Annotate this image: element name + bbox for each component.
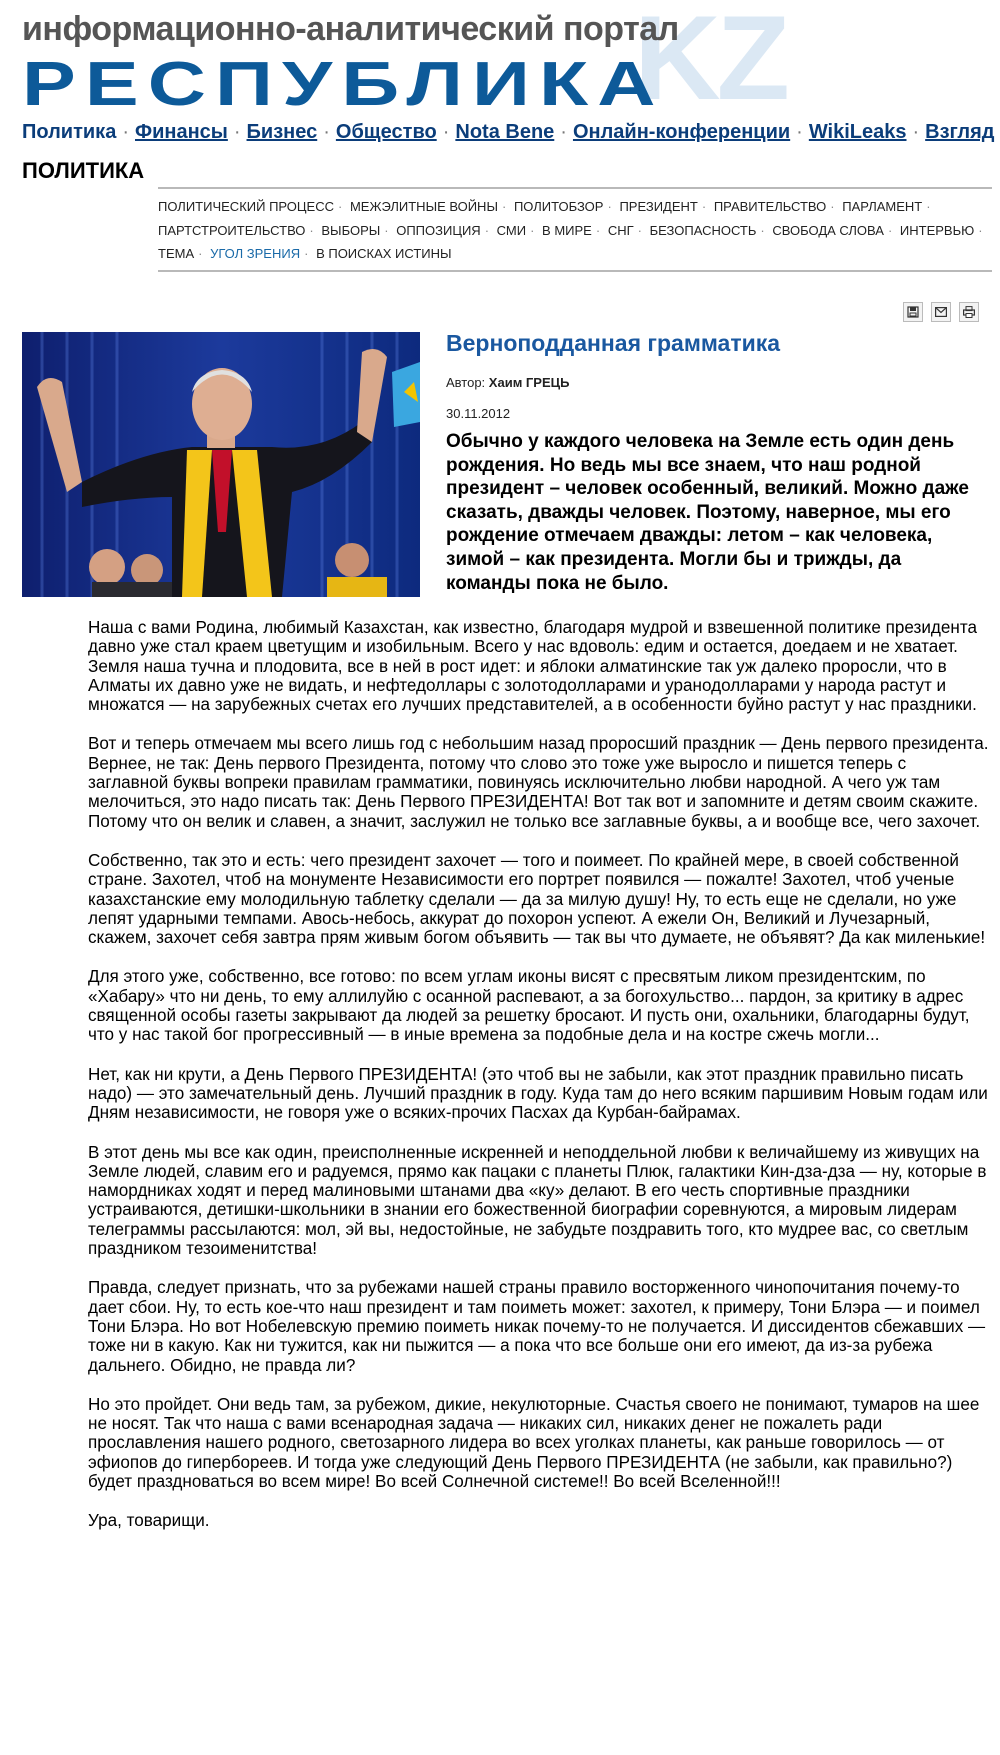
- logo-name: РЕСПУБЛИКА: [22, 50, 665, 119]
- article-paragraph: Собственно, так это и есть: чего президент захочет — того и поимеет. По крайней мере, в своей собственной стране. Захотел, чтоб на монументе Независимости его портрет появился — пожалте! Захотел, чтоб ученые казахстанские ему молодильную таблетку сделали — да за милую душу! Ну, то есть еще не сделали, но уже лепят ударными темпами. Авось-небось, аккурат до похорон успеют. А ежели Он, Великий и Лучезарный, скажем, захочет себя завтра прям живым богом объявить — так вы что думаете, не объявят? Да как миленькие!: [88, 850, 986, 948]
- article-paragraph: Нет, как ни крути, а День Первого ПРЕЗИДЕНТА! (это чтоб вы не забыли, как этот праздник правильно писать надо) — это замечательный день. Лучший праздник в году. Куда там до него всяким паршивим Новым годам или Дням независимости, не говоря уже о всяких-прочих Пасхах да Курбан-байрамах.: [88, 1064, 988, 1123]
- subnav-separator: ·: [637, 222, 642, 238]
- nav-separator: ·: [560, 121, 567, 143]
- nav-separator: ·: [442, 121, 450, 143]
- nav-link-0[interactable]: Политика: [22, 121, 117, 143]
- subnav-item-0[interactable]: ПОЛИТИЧЕСКИЙ ПРОЦЕСС: [158, 199, 334, 214]
- subnav-separator: ·: [760, 222, 765, 238]
- article-body: [88, 618, 990, 1551]
- subnav-separator: ·: [530, 222, 535, 238]
- article-author: [446, 375, 569, 390]
- subnav-separator: ·: [595, 222, 601, 238]
- site-logo[interactable]: [22, 0, 802, 125]
- subnav-item-15[interactable]: ТЕМА: [158, 246, 195, 261]
- subnav-separator: ·: [887, 222, 893, 238]
- subnav-item-17[interactable]: В ПОИСКАХ ИСТИНЫ: [316, 246, 452, 261]
- subnav-separator: ·: [337, 199, 343, 214]
- article-title: Верноподданная грамматика: [446, 330, 781, 356]
- divider-bottom: [158, 270, 992, 272]
- author-label: Автор:: [446, 375, 486, 390]
- nav-separator: ·: [233, 121, 241, 143]
- nav-separator: ·: [912, 121, 920, 143]
- article-paragraph: Вот и теперь отмечаем мы всего лишь год с небольшим назад проросший праздник — День первого президента. Вернее, не так: День первого Президента, потому что слово это тоже уже выросло и пишется теперь с заглавной буквы вопреки правилам грамматики, повинуясь исключительно любви народной. А чего уж там мелочиться, это надо писать так: День Первого ПРЕЗИДЕНТА! Вот так вот и запомните и детям своим скажите. Потому что он велик и славен, а значит, заслужил не только все заглавные буквы, а и вообще все, чего захочет.: [88, 734, 989, 831]
- nav-separator: ·: [323, 121, 330, 143]
- subnav-separator: ·: [384, 222, 389, 238]
- save-icon[interactable]: [903, 302, 923, 322]
- article-date: 30.11.2012: [446, 406, 511, 421]
- subnav-separator: ·: [701, 199, 707, 214]
- subnav-separator: ·: [607, 199, 612, 214]
- subnav-item-1[interactable]: МЕЖЭЛИТНЫЕ ВОЙНЫ: [349, 199, 498, 214]
- printer-icon[interactable]: [959, 302, 979, 322]
- nav-separator: ·: [796, 121, 803, 143]
- article-tools: [903, 302, 979, 322]
- subnav-item-12[interactable]: БЕЗОПАСНОСТЬ: [649, 222, 757, 238]
- article-photo: [22, 332, 420, 597]
- subnav-item-16[interactable]: УГОЛ ЗРЕНИЯ: [210, 246, 301, 261]
- article-paragraph: Наша с вами Родина, любимый Казахстан, как известно, благодаря мудрой и взвешенной политике президента давно уже стал краем цветущим и изобильным. Всего у нас вдоволь: едим и остается, доедаем и не хватает. Земля наша тучна и плодовита, все в ней в рост идет: и яблоки алматинские так уж далеко проросли, что в Алматы их давно уже не видать, и нефтедоллары с золотодолларами и уранодолларами у народа растут и множатся — на зарубежных счетах его лучших представителей, а в особенности буйно растут у нас праздники.: [88, 618, 977, 715]
- article-paragraph: Для этого уже, собственно, все готово: по всем углам иконы висят с пресвятым ликом президентским, по «Хабару» что ни день, то ему аллилуйю с осанной распевают, а за богохульство... пардон, за критику в адрес священной особы газеты закрывают да людей за решетку бросают. И пусть они, охальники, благодарны будут, что у нас такой бог прогрессивный — в иные времена за подобные дела и на костре сжечь могли...: [88, 967, 970, 1045]
- nav-link-3[interactable]: Общество: [335, 121, 437, 143]
- nav-link-7[interactable]: Взгляд: [925, 121, 995, 143]
- subnav-separator: ·: [309, 222, 314, 238]
- divider-top: [158, 187, 992, 189]
- subnav-item-14[interactable]: ИНТЕРВЬЮ: [899, 222, 975, 238]
- subnav-separator: ·: [501, 199, 507, 214]
- article-paragraph: В этот день мы все как один, преисполненные искренней и неподдельной любви к величайшему из живущих на Земле людей, славим его и радуемся, прямо как пацаки с планеты Плюк, галактики Кин-дза-дза — ну, которые в намордниках ходят и перед малиновыми штанами два «ку» делают. В его честь спортивные праздники устраиваются, детишки-школьники в знании его божественной биографии соревнуются, а мировым лидерам телеграммы рассылаются: мол, эй вы, недостойные, не забудьте поздравить того, кто мудрее вас, со светлым праздником тезоименитства!: [88, 1142, 987, 1259]
- nav-link-2[interactable]: Бизнес: [246, 121, 318, 143]
- subnav-item-8[interactable]: ОППОЗИЦИЯ: [396, 222, 481, 238]
- nav-link-4[interactable]: Nota Bene: [455, 121, 555, 143]
- article-paragraph: Но это пройдет. Они ведь там, за рубежом, дикие, некулюторные. Счастья своего не понимают, тумаров на шее не носят. Так что наша с вами всенародная задача — никаких сил, никаких денег не пожалеть ради прославления нашего родного, светозарного лидера во всех уголках планеты, как раньше говорилось — от эфиопов до гипербореев. И тогда уже следующий День Первого ПРЕЗИДЕНТА (не забыли, как правильно?) будет праздноваться во всем мире! Во всей Солнечной системе!! Во всей Вселенной!!!: [88, 1394, 980, 1491]
- subnav-item-9[interactable]: СМИ: [496, 222, 527, 238]
- nav-separator: ·: [122, 121, 129, 143]
- sub-nav: [158, 195, 992, 266]
- section-title: ПОЛИТИКА: [22, 158, 145, 183]
- envelope-icon[interactable]: [931, 302, 951, 322]
- logo-subtitle: информационно-аналитический портал: [22, 10, 679, 48]
- subnav-item-6[interactable]: ПАРТСТРОИТЕЛЬСТВО: [158, 222, 306, 238]
- nav-link-5[interactable]: Онлайн-конференции: [572, 121, 791, 143]
- subnav-separator: ·: [830, 199, 835, 214]
- subnav-item-11[interactable]: СНГ: [607, 222, 634, 238]
- main-nav: [22, 121, 994, 144]
- article-lead: Обычно у каждого человека на Земле есть один день рождения. Но ведь мы все знаем, что наш родной президент – человек особенный, великий. Можно даже сказать, дважды человек. Поэтому, наверное, мы его рождение отмечаем дважды: летом – как человека, зимой – как президента. Могли бы и трижды, да команды пока не было.: [446, 431, 969, 594]
- subnav-item-13[interactable]: СВОБОДА СЛОВА: [772, 222, 884, 238]
- article-paragraph: Правда, следует признать, что за рубежами нашей страны правило восторженного чинопочитания почему-то дает сбои. Ну, то есть кое-что наш президент и там поиметь может: захотел, к примеру, Тони Блэра — и поимел Тони Блэра. Но вот Нобелевскую премию поиметь никак почему-то не получается. И диссидентов сбежавших — тоже ни в какую. Как ни тужится, как ни пыжится — а пока что все больше они его имеют, да из-за рубежа дальнего. Обидно, не правда ли?: [88, 1278, 986, 1375]
- subnav-separator: ·: [304, 246, 309, 261]
- subnav-item-7[interactable]: ВЫБОРЫ: [321, 222, 381, 238]
- subnav-separator: ·: [198, 246, 203, 261]
- subnav-item-2[interactable]: ПОЛИТОБЗОР: [513, 199, 604, 214]
- subnav-separator: ·: [926, 199, 931, 214]
- subnav-item-10[interactable]: В МИРЕ: [542, 222, 592, 238]
- subnav-item-4[interactable]: ПРАВИТЕЛЬСТВО: [713, 199, 827, 214]
- subnav-separator: ·: [484, 222, 490, 238]
- subnav-item-5[interactable]: ПАРЛАМЕНТ: [842, 199, 923, 214]
- article-paragraph: Ура, товарищи.: [88, 1511, 210, 1531]
- nav-link-6[interactable]: WikiLeaks: [808, 121, 907, 143]
- subnav-separator: ·: [978, 222, 983, 238]
- subnav-item-3[interactable]: ПРЕЗИДЕНТ: [619, 199, 698, 214]
- author-name: Хаим ГРЕЦЬ: [488, 375, 570, 390]
- logo-kz: KZ: [634, 0, 786, 125]
- nav-link-1[interactable]: Финансы: [135, 121, 228, 143]
